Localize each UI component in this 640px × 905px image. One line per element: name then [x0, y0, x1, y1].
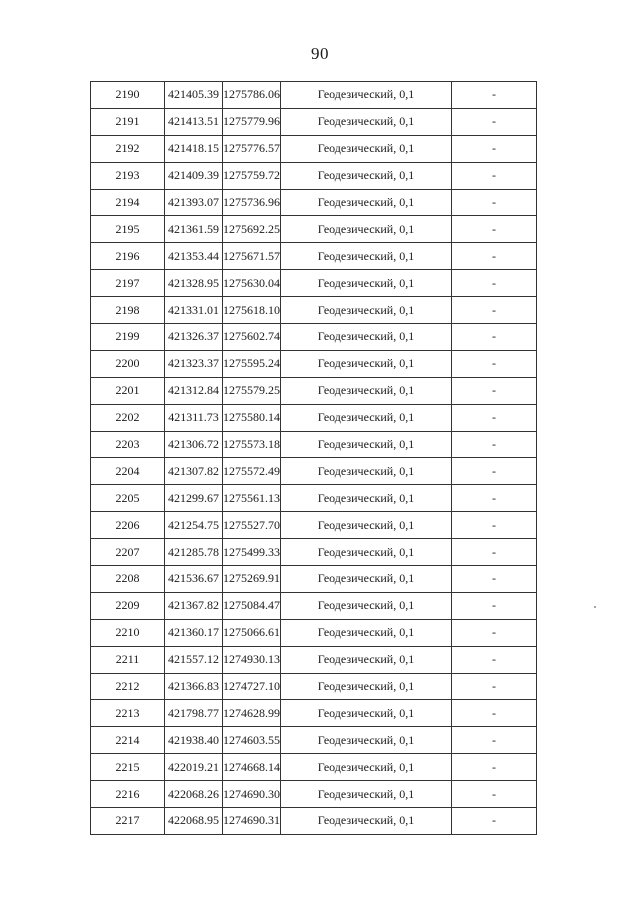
table-row: [91, 539, 537, 566]
point-number-cell: 2205: [91, 485, 165, 512]
note-cell: -: [452, 404, 537, 431]
x-coordinate-cell: 421367.82: [165, 592, 223, 619]
note-cell: -: [452, 377, 537, 404]
table-row: [91, 189, 537, 216]
method-cell: Геодезический, 0,1: [281, 808, 452, 835]
y-coordinate-cell: 1275630.04: [223, 270, 281, 297]
table-row: [91, 324, 537, 351]
point-number-cell: 2217: [91, 808, 165, 835]
point-number-cell: 2213: [91, 700, 165, 727]
x-coordinate-cell: 421361.59: [165, 216, 223, 243]
method-cell: Геодезический, 0,1: [281, 216, 452, 243]
point-number-cell: 2212: [91, 673, 165, 700]
y-coordinate-cell: 1275066.61: [223, 619, 281, 646]
method-cell: Геодезический, 0,1: [281, 673, 452, 700]
method-cell: Геодезический, 0,1: [281, 377, 452, 404]
point-number-cell: 2202: [91, 404, 165, 431]
y-coordinate-cell: 1274727.10: [223, 673, 281, 700]
x-coordinate-cell: 421938.40: [165, 727, 223, 754]
table-row: [91, 162, 537, 189]
table-row: [91, 458, 537, 485]
note-cell: -: [452, 270, 537, 297]
y-coordinate-cell: 1274690.31: [223, 808, 281, 835]
x-coordinate-cell: 421306.72: [165, 431, 223, 458]
point-number-cell: 2190: [91, 82, 165, 109]
method-cell: Геодезический, 0,1: [281, 566, 452, 593]
note-cell: -: [452, 431, 537, 458]
y-coordinate-cell: 1275776.57: [223, 135, 281, 162]
y-coordinate-cell: 1275602.74: [223, 324, 281, 351]
table-row: [91, 781, 537, 808]
table-row: [91, 485, 537, 512]
note-cell: -: [452, 808, 537, 835]
method-cell: Геодезический, 0,1: [281, 458, 452, 485]
x-coordinate-cell: 421328.95: [165, 270, 223, 297]
x-coordinate-cell: 421413.51: [165, 108, 223, 135]
point-number-cell: 2193: [91, 162, 165, 189]
x-coordinate-cell: 421353.44: [165, 243, 223, 270]
note-cell: -: [452, 754, 537, 781]
note-cell: -: [452, 539, 537, 566]
note-cell: -: [452, 727, 537, 754]
note-cell: -: [452, 135, 537, 162]
x-coordinate-cell: 421326.37: [165, 324, 223, 351]
x-coordinate-cell: 421312.84: [165, 377, 223, 404]
point-number-cell: 2196: [91, 243, 165, 270]
x-coordinate-cell: 421405.39: [165, 82, 223, 109]
y-coordinate-cell: 1275573.18: [223, 431, 281, 458]
method-cell: Геодезический, 0,1: [281, 297, 452, 324]
table-row: [91, 82, 537, 109]
coordinates-table-body: [91, 82, 537, 835]
table-row: [91, 727, 537, 754]
method-cell: Геодезический, 0,1: [281, 754, 452, 781]
table-row: [91, 350, 537, 377]
page-number: 90: [311, 44, 329, 63]
point-number-cell: 2199: [91, 324, 165, 351]
y-coordinate-cell: 1275595.24: [223, 350, 281, 377]
note-cell: -: [452, 646, 537, 673]
y-coordinate-cell: 1275269.91: [223, 566, 281, 593]
point-number-cell: 2192: [91, 135, 165, 162]
note-cell: -: [452, 592, 537, 619]
x-coordinate-cell: 421798.77: [165, 700, 223, 727]
x-coordinate-cell: 421536.67: [165, 566, 223, 593]
point-number-cell: 2204: [91, 458, 165, 485]
note-cell: -: [452, 458, 537, 485]
table-row: [91, 216, 537, 243]
table-row: [91, 297, 537, 324]
table-row: [91, 108, 537, 135]
y-coordinate-cell: 1274930.13: [223, 646, 281, 673]
point-number-cell: 2206: [91, 512, 165, 539]
point-number-cell: 2201: [91, 377, 165, 404]
table-row: [91, 404, 537, 431]
point-number-cell: 2191: [91, 108, 165, 135]
y-coordinate-cell: 1274690.30: [223, 781, 281, 808]
table-row: [91, 754, 537, 781]
method-cell: Геодезический, 0,1: [281, 512, 452, 539]
table-row: [91, 673, 537, 700]
method-cell: Геодезический, 0,1: [281, 350, 452, 377]
x-coordinate-cell: 421331.01: [165, 297, 223, 324]
y-coordinate-cell: 1275527.70: [223, 512, 281, 539]
table-row: [91, 808, 537, 835]
y-coordinate-cell: 1275572.49: [223, 458, 281, 485]
y-coordinate-cell: 1275084.47: [223, 592, 281, 619]
table-row: [91, 646, 537, 673]
point-number-cell: 2195: [91, 216, 165, 243]
note-cell: -: [452, 700, 537, 727]
x-coordinate-cell: 421393.07: [165, 189, 223, 216]
y-coordinate-cell: 1274668.14: [223, 754, 281, 781]
point-number-cell: 2198: [91, 297, 165, 324]
method-cell: Геодезический, 0,1: [281, 324, 452, 351]
note-cell: -: [452, 673, 537, 700]
y-coordinate-cell: 1275736.96: [223, 189, 281, 216]
point-number-cell: 2211: [91, 646, 165, 673]
point-number-cell: 2214: [91, 727, 165, 754]
point-number-cell: 2216: [91, 781, 165, 808]
note-cell: -: [452, 619, 537, 646]
x-coordinate-cell: 421366.83: [165, 673, 223, 700]
table-row: [91, 566, 537, 593]
method-cell: Геодезический, 0,1: [281, 108, 452, 135]
x-coordinate-cell: 421323.37: [165, 350, 223, 377]
y-coordinate-cell: 1275786.06: [223, 82, 281, 109]
table-row: [91, 135, 537, 162]
method-cell: Геодезический, 0,1: [281, 82, 452, 109]
note-cell: -: [452, 324, 537, 351]
x-coordinate-cell: 421311.73: [165, 404, 223, 431]
method-cell: Геодезический, 0,1: [281, 162, 452, 189]
x-coordinate-cell: 422068.26: [165, 781, 223, 808]
y-coordinate-cell: 1275499.33: [223, 539, 281, 566]
coordinates-table: [90, 81, 537, 835]
note-cell: -: [452, 108, 537, 135]
note-cell: -: [452, 82, 537, 109]
table-row: [91, 243, 537, 270]
method-cell: Геодезический, 0,1: [281, 189, 452, 216]
y-coordinate-cell: 1275779.96: [223, 108, 281, 135]
note-cell: -: [452, 566, 537, 593]
point-number-cell: 2210: [91, 619, 165, 646]
table-row: [91, 592, 537, 619]
method-cell: Геодезический, 0,1: [281, 592, 452, 619]
y-coordinate-cell: 1275580.14: [223, 404, 281, 431]
note-cell: -: [452, 781, 537, 808]
point-number-cell: 2197: [91, 270, 165, 297]
y-coordinate-cell: 1275759.72: [223, 162, 281, 189]
scan-speck: [594, 606, 596, 608]
point-number-cell: 2194: [91, 189, 165, 216]
method-cell: Геодезический, 0,1: [281, 619, 452, 646]
table-row: [91, 270, 537, 297]
method-cell: Геодезический, 0,1: [281, 243, 452, 270]
table-row: [91, 512, 537, 539]
y-coordinate-cell: 1275561.13: [223, 485, 281, 512]
y-coordinate-cell: 1274603.55: [223, 727, 281, 754]
table-row: [91, 377, 537, 404]
point-number-cell: 2203: [91, 431, 165, 458]
point-number-cell: 2200: [91, 350, 165, 377]
x-coordinate-cell: 421254.75: [165, 512, 223, 539]
method-cell: Геодезический, 0,1: [281, 404, 452, 431]
method-cell: Геодезический, 0,1: [281, 781, 452, 808]
y-coordinate-cell: 1275692.25: [223, 216, 281, 243]
method-cell: Геодезический, 0,1: [281, 727, 452, 754]
note-cell: -: [452, 162, 537, 189]
y-coordinate-cell: 1275671.57: [223, 243, 281, 270]
table-row: [91, 431, 537, 458]
method-cell: Геодезический, 0,1: [281, 485, 452, 512]
y-coordinate-cell: 1274628.99: [223, 700, 281, 727]
note-cell: -: [452, 512, 537, 539]
note-cell: -: [452, 243, 537, 270]
method-cell: Геодезический, 0,1: [281, 270, 452, 297]
method-cell: Геодезический, 0,1: [281, 431, 452, 458]
x-coordinate-cell: 421299.67: [165, 485, 223, 512]
x-coordinate-cell: 421307.82: [165, 458, 223, 485]
x-coordinate-cell: 421285.78: [165, 539, 223, 566]
table-row: [91, 619, 537, 646]
x-coordinate-cell: 421409.39: [165, 162, 223, 189]
note-cell: -: [452, 189, 537, 216]
method-cell: Геодезический, 0,1: [281, 539, 452, 566]
note-cell: -: [452, 297, 537, 324]
point-number-cell: 2209: [91, 592, 165, 619]
note-cell: -: [452, 216, 537, 243]
x-coordinate-cell: 421557.12: [165, 646, 223, 673]
note-cell: -: [452, 485, 537, 512]
y-coordinate-cell: 1275618.10: [223, 297, 281, 324]
table-row: [91, 700, 537, 727]
x-coordinate-cell: 422019.21: [165, 754, 223, 781]
method-cell: Геодезический, 0,1: [281, 135, 452, 162]
y-coordinate-cell: 1275579.25: [223, 377, 281, 404]
method-cell: Геодезический, 0,1: [281, 646, 452, 673]
x-coordinate-cell: 421418.15: [165, 135, 223, 162]
x-coordinate-cell: 422068.95: [165, 808, 223, 835]
point-number-cell: 2208: [91, 566, 165, 593]
note-cell: -: [452, 350, 537, 377]
point-number-cell: 2207: [91, 539, 165, 566]
method-cell: Геодезический, 0,1: [281, 700, 452, 727]
x-coordinate-cell: 421360.17: [165, 619, 223, 646]
point-number-cell: 2215: [91, 754, 165, 781]
